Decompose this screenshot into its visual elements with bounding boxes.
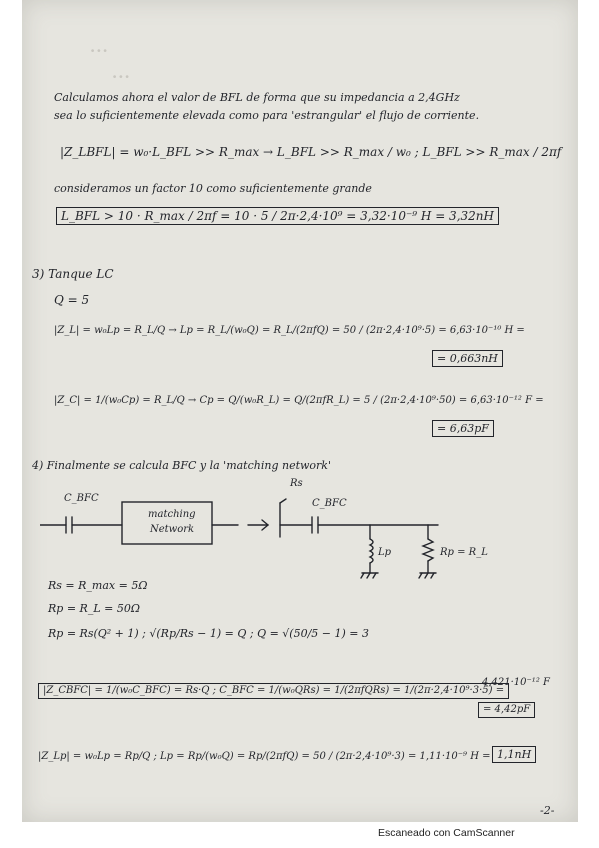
- equation-q: Rp = Rs(Q² + 1) ; √(Rp/Rs − 1) = Q ; Q = √(50/5 − 1) = 3: [48, 627, 370, 640]
- result-cbfc: = 4,42pF: [478, 702, 535, 718]
- bleed-through-text: ...: [90, 38, 109, 56]
- ground-hatch: [419, 573, 422, 578]
- section-4-title: 4) Finalmente se calcula BFC y la 'matching network': [32, 459, 331, 472]
- equation-zl: |Z_L| = w₀Lp = R_L/Q → Lp = R_L/(w₀Q) = R_L/(2πfQ) = 50 / (2π·2,4·10⁹·5) = 6,63·10⁻¹⁰ H =: [54, 325, 525, 336]
- label-lp: Lp: [378, 547, 392, 558]
- label-rp: Rp = R_L: [440, 547, 488, 558]
- bleed-through-text: ...: [112, 64, 131, 82]
- result-cp: = 6,63pF: [432, 420, 494, 437]
- result-lp: = 0,663nH: [432, 350, 503, 367]
- scanner-watermark: Escaneado con CamScanner: [378, 827, 515, 839]
- intro-line-3: consideramos un factor 10 como suficientemente grande: [54, 182, 372, 195]
- equation-rp: Rp = R_L = 50Ω: [48, 602, 140, 615]
- inductor-lp: [370, 539, 373, 563]
- paper-sheet: [22, 0, 578, 822]
- label-cbfc-left: C_BFC: [64, 493, 99, 504]
- label-rs: Rs: [290, 478, 303, 489]
- ground-hatch: [361, 573, 364, 578]
- boxed-equation-lbfl: L_BFL > 10 · R_max / 2πf = 10 · 5 / 2π·2,4·10⁹ = 3,32·10⁻⁹ H = 3,32nH: [56, 207, 499, 225]
- result-lp-matching: 1,1nH: [492, 746, 536, 763]
- intro-line-2: sea lo suficientemente elevada como para 'estrangular' el flujo de corriente.: [54, 109, 480, 122]
- ground-hatch: [431, 573, 434, 578]
- label-matching-1: matching: [148, 509, 196, 520]
- label-cbfc-right: C_BFC: [312, 498, 347, 509]
- equation-rs: Rs = R_max = 5Ω: [48, 579, 148, 592]
- section-3-title: 3) Tanque LC: [32, 267, 114, 281]
- ground-hatch: [367, 573, 370, 578]
- resistor-rp: [423, 539, 433, 561]
- equation-lbfl: |Z_LBFL| = w₀·L_BFL >> R_max → L_BFL >> R_max / w₀ ; L_BFL >> R_max / 2πf: [60, 145, 562, 159]
- equation-zlp: |Z_Lp| = w₀Lp = Rp/Q ; Lp = Rp/(w₀Q) = Rp/(2πfQ) = 50 / (2π·2,4·10⁹·3) = 1,11·10⁻⁹ H =: [38, 751, 491, 762]
- page-number: -2-: [540, 804, 555, 817]
- matching-network-box: [122, 502, 212, 544]
- ground-hatch: [425, 573, 428, 578]
- label-matching-2: Network: [150, 524, 195, 535]
- source-bracket: [280, 499, 286, 503]
- ground-hatch: [373, 573, 376, 578]
- equation-zc: |Z_C| = 1/(w₀Cp) = R_L/Q → Cp = Q/(w₀R_L) = Q/(2πfR_L) = 5 / (2π·2,4·10⁹·50) = 6,63·10⁻¹² F =: [54, 395, 544, 406]
- value-cbfc: 4,421·10⁻¹² F: [482, 677, 550, 688]
- matching-circuit-diagram: [40, 475, 460, 585]
- intro-line-1: Calculamos ahora el valor de BFL de forma que su impedancia a 2,4GHz: [54, 91, 460, 104]
- quality-factor: Q = 5: [54, 293, 90, 307]
- equation-zcbfc: |Z_CBFC| = 1/(w₀C_BFC) = Rs·Q ; C_BFC = 1/(w₀QRs) = 1/(2πfQRs) = 1/(2π·2,4·10⁹·3·5) =: [38, 683, 509, 699]
